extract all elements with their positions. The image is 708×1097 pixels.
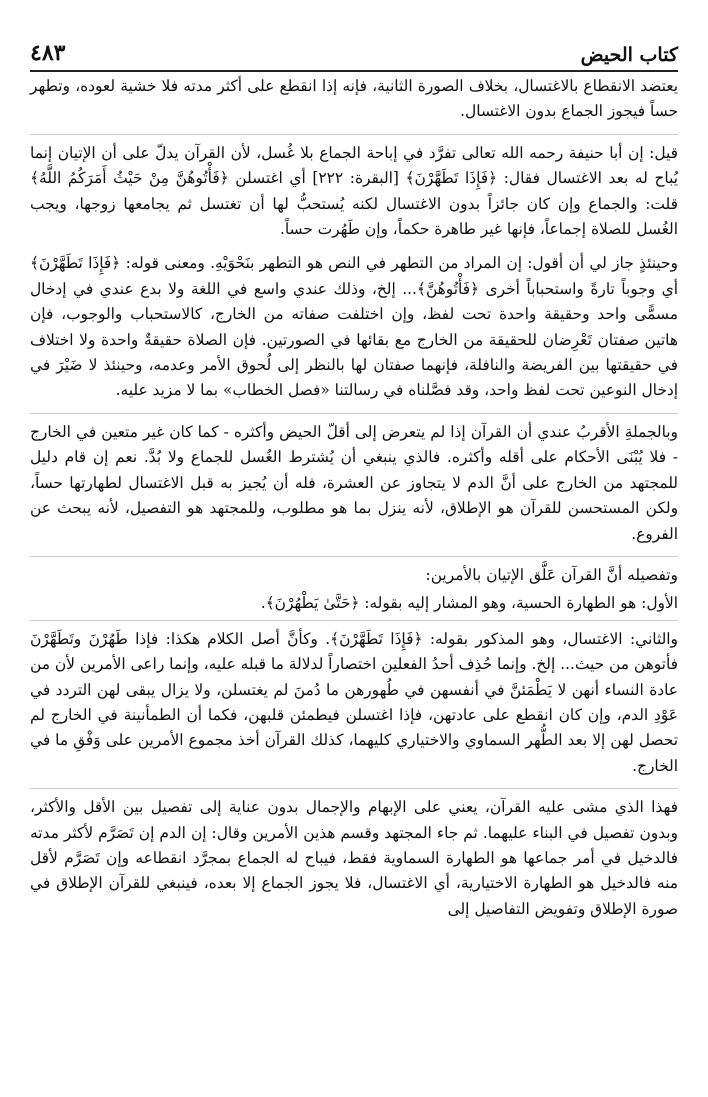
paragraph: وبالجملةِ الأقربُ عندي أن القرآن إذا لم يتعرض إلى أقلّ الحيض وأكثره - كما كان غير متعين في الخارج - فلا يُبْنَى الأحكام على أقله وأكثره. فالذي ينبغي أن يُشترط الغُسل للجماع ولا بُدَّ. نعم إن قام دليل للمجتهد من الخارج على أنَّ الدم لا يتجاوز عن العشرة، فله أن يُجيز به قبل الاغتسال لطهارتها حساً، ولكن المستحسن للقرآن هو الإطلاق، لأنه ينزل بما هو مطلوب، وللمجتهد هو التفصيل، لأنه يبحث عن الفروع.: [30, 422, 678, 543]
paragraph: الأول: هو الطهارة الحسية، وهو المشار إليه بقوله: ﴿حَتَّىٰ يَطْهُرْنَ﴾.: [260, 594, 678, 613]
page-body: [30, 74, 678, 1087]
paragraph: يعتضد الانقطاع بالاغتسال، بخلاف الصورة الثانية، فإنه إذا انقطع على أكثر مدته فلا خشية لعوده، وتطهر حساً فيجوز الجماع بدون الاغتسال.: [30, 77, 678, 121]
paragraph: والثاني: الاغتسال، وهو المذكور بقوله: ﴿فَإِذَا تَطَهَّرْنَ﴾. وكأنَّ أصل الكلام هكذا: فإذا طَهُرْنَ وتَطَهَّرْنَ فأتوهن من حيث... إلخ. وإنما حُذِف أحدُ الفعلين اختصاراً لدلالة ما قبله عليه، وإنما راعى الأمرين لأن من عادة النساء أنهن لا يَطْمَئنَّ في أنفسهن في طُهورهن ما دُمنَ لم يغتسلن، ولا يزال يبقى لهن التردد في عَوْدِ الدم، وإن كان انقطع على عادتهن، فإذا اغتسلن فيطمئن قلبهن، فكما أن الطمأنينة في الخارج لم تحصل لهن إلا بعد الطُّهر السماوي والاختياري كليهما، كذلك القرآن أخذ مجموع الأمرين على وَفْقِ ما في الخارج.: [30, 629, 678, 775]
page-number: ٤٨٣: [30, 40, 66, 66]
paragraph-divider: [30, 134, 678, 135]
paragraph: قيل: إن أبا حنيفة رحمه الله تعالى تفرَّد في إباحة الجماع بلا غُسل، لأن القرآن يدلّ على أن الإتيان إنما يُباح له بعد الاغتسال فقال: ﴿فَإِذَا تَطَهَّرْنَ﴾ [البقرة: ٢٢٢] أي اغتسلن ﴿فَأْتُوهُنَّ مِنْ حَيْثُ أَمَرَكُمُ اللَّهُ﴾ قلت: والجماع وإن كان جائزاً بدون الاغتسال لكنه يُستحبُّ لها أن تغتسل ثم يجامعها زوجها، ويجب الغُسل للصلاة إجماعاً، فإنها غير طاهرة حكماً، وإن طَهُرت حساً.: [30, 143, 678, 239]
paragraph: وتفصيله أنَّ القرآن عَلَّق الإتيان بالأمرين:: [425, 565, 678, 584]
paragraph-divider: [30, 788, 678, 789]
paragraph-divider: [30, 413, 678, 414]
paragraph: وحينئذٍ جاز لي أن أقول: إن المراد من التطهر في النص هو التطهر بنَحْوَيْهِ. ومعنى قوله: ﴿فَإِذَا تَطَهَّرْنَ﴾ أي وجوباً تارةً واستحباباً أخرى ﴿فَأْتُوهُنَّ﴾... إلخ، وذلك عندي واسع في اللغة ولا بدع عندي في إدخال مسمًّى واحد وحقيقة واحدة تحت لفظ، وإن اختلفت صفاته من الخارج، كالاستحباب والوجوب، فإن هاتين صفتان تَعْرِضان للحقيقة من الخارج مع بقائها في الصورتين. فإن الصلاة حقيقةٌ واحدة ولا اختلاف في حقيقتها بين الفريضة والنافلة، فإنهما صفتان لها بالنظر إلى لُحوق الأمر وعدمه، وحينئذ لا ضَيْرَ في إدخال النوعين تحت لفظ واحد، وقد فصَّلناه في رسالتنا «فصل الخطاب» بما لا مزيد عليه.: [30, 254, 678, 400]
chapter-title: كتاب الحيض: [580, 44, 678, 66]
paragraph-divider: [30, 620, 678, 621]
paragraph-divider: [30, 556, 678, 557]
paragraph: فهذا الذي مشى عليه القرآن، يعني على الإبهام والإجمال بدون عناية إلى تفصيل بين الأقل والأكثر، وبدون تفصيل في البناء عليهما. ثم جاء المجتهد وقسم هذين الأمرين وقال: إن الدم إن تَصَرَّم لأكثر مدته فالدخيل في أمر جماعها هو الطهارة السماوية فقط، فيباح له الجماع بمجرَّد انقطاعه وإن تَصَرَّم لأقل منه فالدخيل هو الطهارة الاختيارية، أي الاغتسال، فلا يجوز الجماع إلا بعده، فينبغي للقرآن الإطلاق في صورة الإطلاق وتفويض التفاصيل إلى: [30, 798, 678, 918]
page-header: [30, 30, 678, 72]
